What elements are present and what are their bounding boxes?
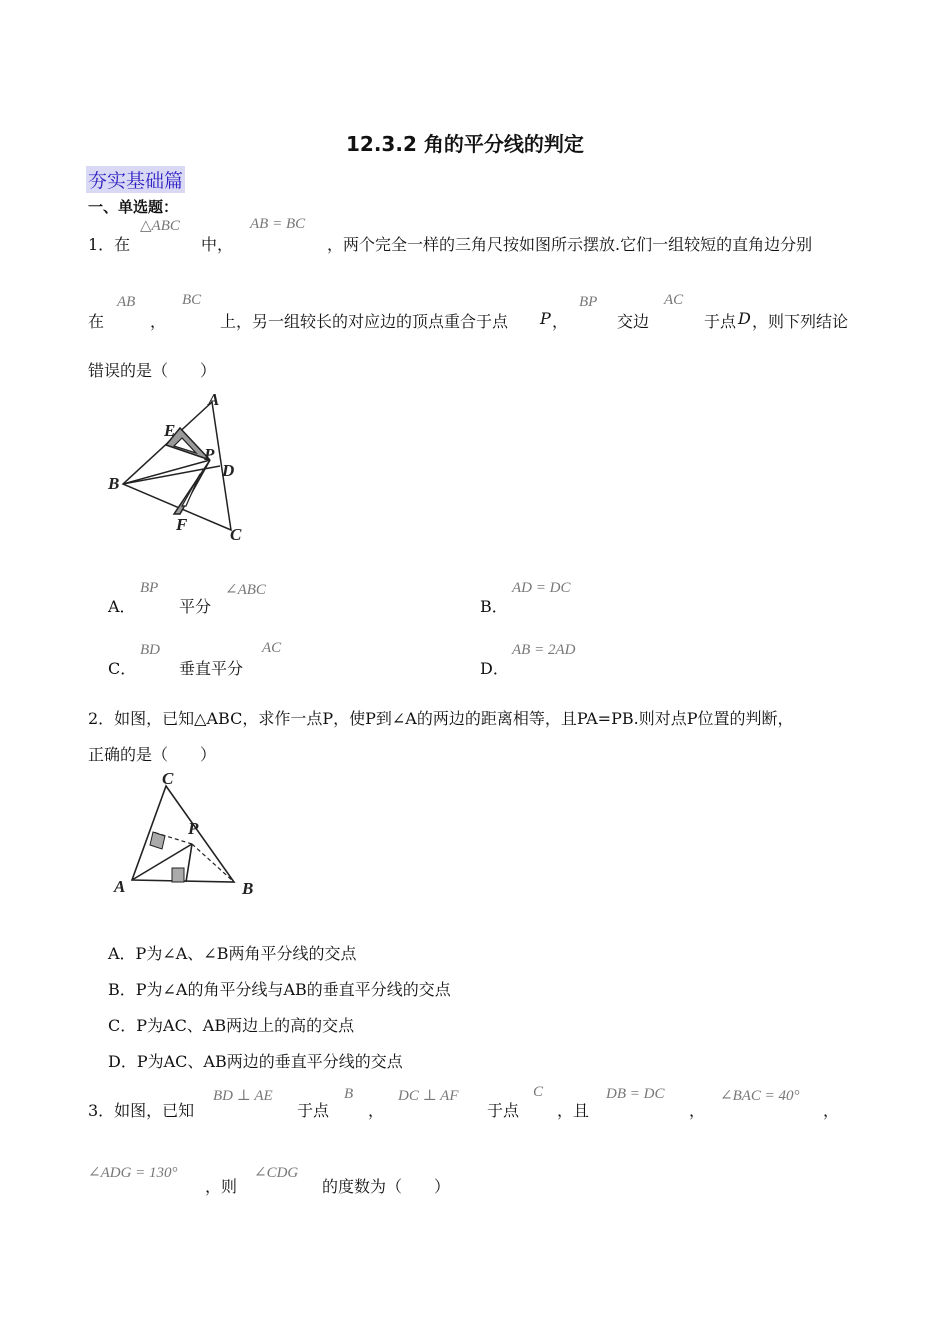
q2-stem-cont: 正确的是（ ）: [88, 745, 217, 764]
q1-number: 1．在: [88, 235, 131, 254]
q3-math: B: [344, 1086, 354, 1102]
fig1-label-a: A: [208, 390, 220, 409]
q3-text: 于点: [297, 1101, 330, 1120]
section-heading: 夯实基础篇: [86, 166, 185, 193]
q1-option-d-math: AB = 2AD: [512, 642, 576, 658]
q1-math-bc: BC: [182, 292, 202, 308]
q1-option-c-text: 垂直平分: [179, 659, 244, 678]
q2-option-d: D．P为AC、AB两边的垂直平分线的交点: [108, 1052, 403, 1071]
q3-math: DB = DC: [606, 1086, 665, 1102]
q1-text: 上，另一组较长的对应边的顶点重合于点: [220, 312, 509, 331]
q1-option-c-letter: C．: [108, 659, 137, 678]
q1-option-a-text: 平分: [179, 597, 212, 616]
q1-option-a-letter: A．: [108, 597, 136, 616]
q2-option-b: B．P为∠A的角平分线与AB的垂直平分线的交点: [108, 980, 451, 999]
segment-pb: [192, 844, 234, 882]
q1-math-bp: BP: [579, 294, 598, 310]
q1-math-ab: AB: [117, 294, 136, 310]
q1-figure: [100, 388, 260, 548]
q2-option-a: A．P为∠A、∠B两角平分线的交点: [108, 944, 357, 963]
fig1-label-c: C: [230, 525, 242, 544]
q1-point-d: D: [738, 309, 751, 328]
q1-math-ac: AC: [664, 292, 684, 308]
q2-option-c: C．P为AC、AB两边上的高的交点: [108, 1016, 355, 1035]
q1-option-c-math: BD: [140, 642, 160, 658]
q1-math-ab-bc: AB = BC: [250, 216, 306, 232]
subsection-heading: 一、单选题：: [88, 198, 179, 216]
q1-point-p: P: [540, 309, 551, 328]
q3-text: 于点: [487, 1101, 520, 1120]
q1-text: 在: [88, 312, 105, 331]
q2-figure: [108, 770, 268, 902]
q3-text: ，则: [205, 1177, 238, 1196]
q3-math: ∠ADG = 130°: [88, 1165, 178, 1181]
fig1-label-d: D: [222, 461, 235, 480]
fig2-label-p: P: [188, 819, 199, 838]
fig2-label-a: A: [114, 877, 126, 896]
segment-p-foot: [186, 844, 192, 882]
q3-text: ，: [823, 1101, 840, 1120]
fig1-label-e: E: [164, 421, 176, 440]
page-title: 12.3.2 角的平分线的判定: [346, 132, 584, 156]
q1-text: 交边: [617, 312, 650, 331]
q3-text: ，: [689, 1101, 706, 1120]
q1-text: ，两个完全一样的三角尺按如图所示摆放.它们一组较短的直角边分别: [327, 235, 813, 254]
q1-option-b-letter: B．: [480, 597, 508, 616]
q1-text: 中，: [201, 235, 234, 254]
fig1-label-f: F: [176, 515, 188, 534]
q1-option-b-math: AD = DC: [512, 580, 571, 596]
q3-math: ∠CDG: [254, 1165, 299, 1181]
q1-text: ，则下列结论: [752, 312, 849, 331]
q1-option-c-math: AC: [262, 640, 282, 656]
fig1-label-b: B: [108, 474, 120, 493]
q3-text: 的度数为（ ）: [322, 1177, 451, 1196]
q1-option-d-letter: D．: [480, 659, 509, 678]
q3-math: ∠BAC = 40°: [720, 1088, 800, 1104]
q1-text: 于点: [704, 312, 737, 331]
q3-math: DC ⊥ AF: [398, 1088, 459, 1104]
q3-text: ，: [368, 1101, 385, 1120]
q2-stem: 2．如图，已知△ABC，求作一点P，使P到∠A的两边的距离相等，且PA=PB.则对点P位置的判断，: [88, 709, 794, 728]
q1-option-a-math: BP: [140, 580, 159, 596]
q1-math-triangle: △ABC: [140, 218, 180, 234]
q3-text: ，且: [557, 1101, 590, 1120]
q1-text: ，: [552, 312, 569, 331]
q1-text: ，: [150, 312, 167, 331]
fig2-label-b: B: [242, 879, 254, 898]
q3-math: BD ⊥ AE: [213, 1088, 273, 1104]
fig2-label-c: C: [162, 770, 174, 788]
q1-text: 错误的是（ ）: [88, 361, 217, 380]
fig1-label-p: P: [204, 445, 215, 464]
q1-option-a-math: ∠ABC: [225, 582, 266, 598]
q3-math: C: [533, 1084, 544, 1100]
q3-number: 3．如图，已知: [88, 1101, 195, 1120]
